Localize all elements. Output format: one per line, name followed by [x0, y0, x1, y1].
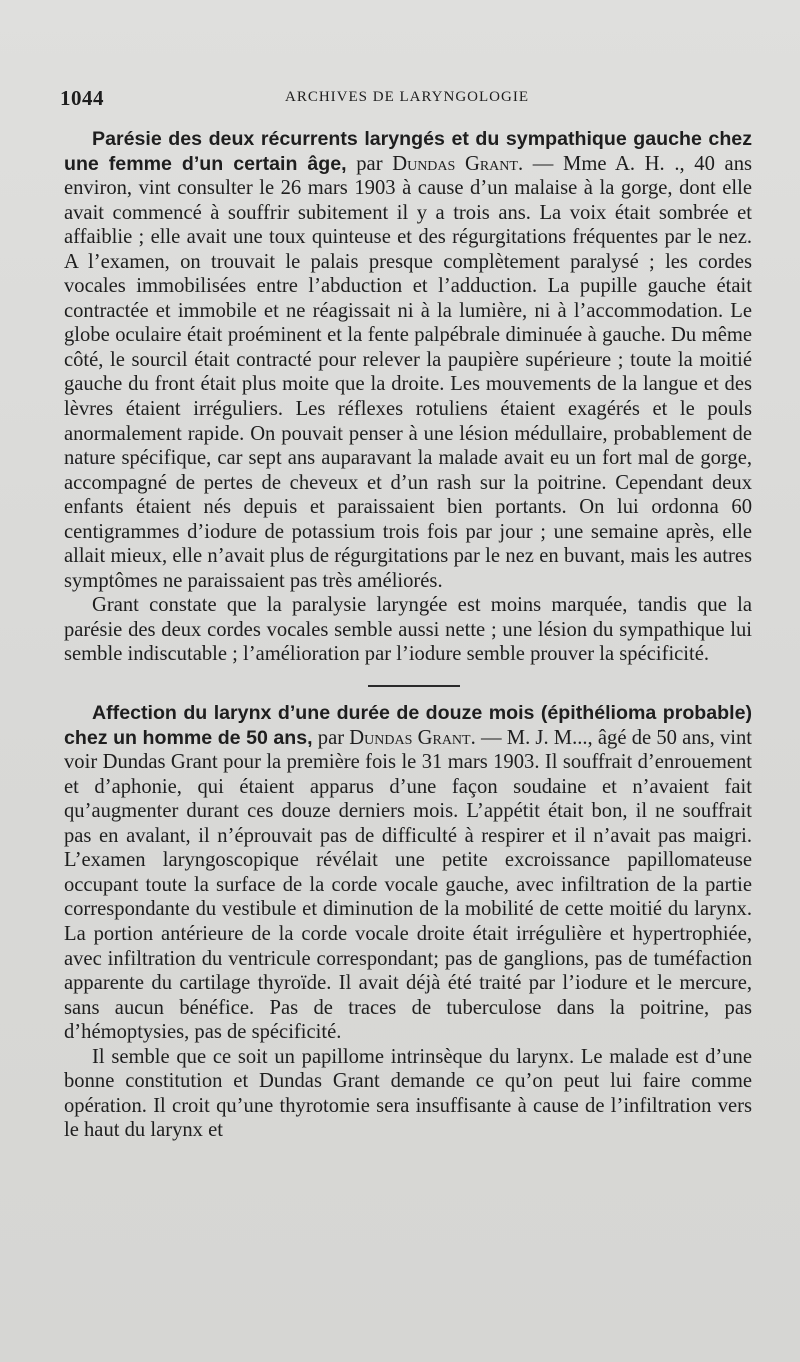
article-2-paragraph-1	[64, 701, 752, 1045]
article-1-author: Dundas Grant	[392, 152, 518, 175]
page-number: 1044	[60, 86, 104, 110]
page-body	[64, 127, 752, 1143]
article-1-text: . — Mme A. H. ., 40 ans environ, vint consulter le 26 mars 1903 à cause d’un malaise à la gorge, dont elle avait commencé à souffrir subitement il y a trois ans. La voix était sombrée et affaiblie ; elle avait une toux quinteuse et des régurgitations fréquentes par le nez. A l’examen, on trouvait le palais presque complètement paralysé ; les cordes vocales immobilisées entre l’abduction et l’adduction. La pupille gauche était contractée et immobile et ne réagissait ni à la lumière, ni à l’accommodation. Le globe oculaire était proéminent et la fente palpébrale diminuée à gauche. Du même côté, le sourcil était contracté pour relever la paupière supérieure ; toute la moitié gauche du front était plus moite que la droite. Les mouvements de la langue et des lèvres étaient irréguliers. Les réflexes rotuliens étaient exagérés et le pouls anormalement rapide. On pouvait penser à une lésion médullaire, probablement de nature spécifique, car sept ans auparavant la malade avait eu un fort mal de gorge, accompagné de pertes de cheveux et d’un rash sur la poitrine. Cependant deux enfants étaient nés depuis et paraissaient bien portants. On lui ordonna 60 centigrammes d’iodure de potassium trois fois par jour ; une semaine après, elle allait mieux, elle n’avait plus de régurgitations par le nez en buvant, mais les autres symptômes ne paraissaient pas très améliorés.	[64, 152, 753, 592]
page-header	[60, 86, 740, 110]
article-1-title: Parésie des deux récurrents laryngés et du sympathique gauche chez une femme d’un certain âge,	[64, 128, 752, 175]
article-1-paragraph-2: Grant constate que la paralysie laryngée est moins marquée, tandis que la parésie des deux cordes vocales semble aussi nette ; une lésion du sympathique lui semble indiscutable ; l’amélioration par l’iodure semble prouver la spécificité.	[64, 594, 752, 666]
article-2-author: Dundas Grant	[349, 726, 471, 749]
section-divider	[368, 685, 460, 687]
article-2-title: Affection du larynx d’une durée de douze mois (épithélioma probable) chez un homme de 50 ans,	[64, 702, 752, 749]
article-1-paragraph-1	[64, 127, 752, 593]
article-1-byline-prefix: par	[346, 152, 393, 175]
article-2-paragraph-2: Il semble que ce soit un papillome intrinsèque du larynx. Le malade est d’une bonne constitution et Dundas Grant demande ce qu’on peut lui faire comme opération. Il croit qu’une thyrotomie sera insuffisante à cause de l’infiltration vers le haut du larynx et	[64, 1045, 752, 1142]
running-head: ARCHIVES DE LARYNGOLOGIE	[285, 89, 529, 105]
article-2-text: . — M. J. M..., âgé de 50 ans, vint voir Dundas Grant pour la première fois le 31 mars 1903. Il souffrait d’enrouement et d’aphonie, qui étaient apparus d’une façon soudaine et n’avaient fait qu’augmenter durant ces douze derniers mois. L’appétit était bon, il ne souffrait pas en avalant, il n’éprouvait pas de difficulté à respirer et il n’avait pas maigri. L’examen laryngoscopique révélait une petite excroissance papillomateuse occupant toute la surface de la corde vocale gauche, avec infiltration de la partie correspondante du vestibule et diminution de la mobilité de cette moitié du larynx. La portion antérieure de la corde vocale droite était irrégulière et hypertrophiée, avec infiltration du ventricule correspondant; pas de ganglions, pas de tuméfaction apparente du cartilage thyroïde. Il avait déjà été traité par l’iodure et le mercure, sans aucun bénéfice. Pas de traces de tuberculose dans la poitrine, pas d’hémoptysies, pas de spécificité.	[64, 726, 752, 1044]
article-2-byline-prefix: par	[312, 726, 350, 749]
